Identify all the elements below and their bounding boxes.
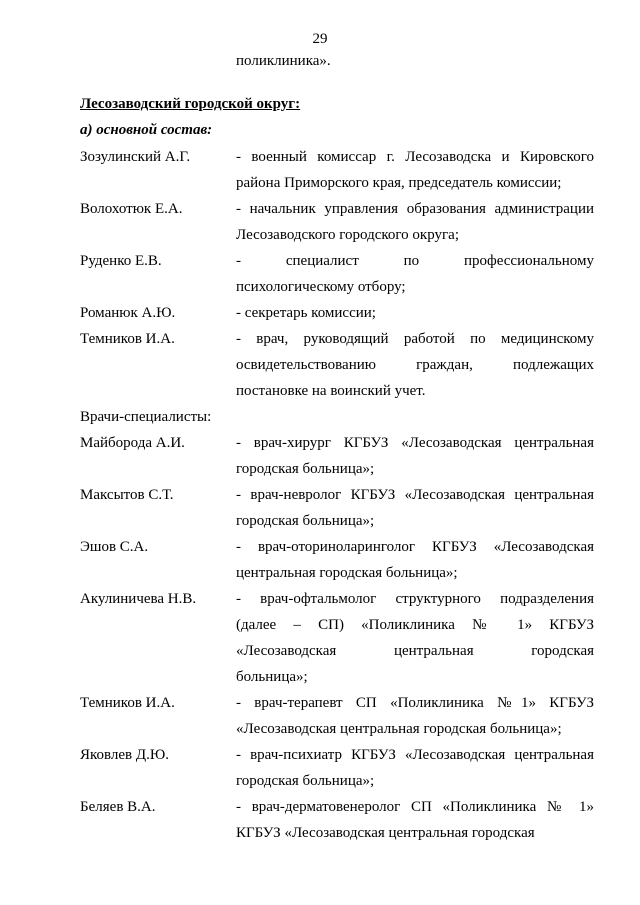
role-line: - специалист по профессиональному	[236, 253, 594, 269]
member-role	[236, 144, 594, 196]
role-line: - секретарь комиссии;	[236, 305, 376, 321]
role-line: КГБУЗ «Лесозаводская центральная городская	[236, 825, 535, 841]
member-role	[236, 794, 594, 846]
continuation-text: поликлиника».	[236, 53, 331, 69]
role-line: - врач-психиатр КГБУЗ «Лесозаводская центральная	[236, 747, 594, 763]
member-role	[236, 742, 594, 794]
page-number: 29	[312, 31, 328, 47]
member-name: Беляев В.А.	[80, 799, 156, 815]
commission-list	[80, 144, 594, 846]
member-role	[236, 326, 594, 404]
section-heading: Лесозаводский городской округ:	[80, 96, 301, 112]
role-line: городская больница»;	[236, 461, 375, 477]
role-line: - начальник управления образования администрации	[236, 201, 594, 217]
role-line: - врач-терапевт СП «Поликлиника №1» КГБУЗ	[236, 695, 594, 711]
member-name: Темников И.А.	[80, 695, 175, 711]
member-role	[236, 248, 594, 300]
role-line: (далее – СП) «Поликлиника № 1» КГБУЗ	[236, 617, 594, 633]
role-line: «Лесозаводская центральная городская больница»;	[236, 721, 562, 737]
role-line: больница»;	[236, 669, 308, 685]
role-line: - врач-хирург КГБУЗ «Лесозаводская центральная	[236, 435, 594, 451]
specialists-row	[80, 794, 594, 846]
member-role	[236, 482, 594, 534]
member-name: Эшов С.А.	[80, 539, 149, 555]
members-row	[80, 326, 594, 404]
member-name: Темников И.А.	[80, 331, 175, 347]
role-line: района Приморского края, председатель комиссии;	[236, 175, 562, 191]
role-line: - врач-невролог КГБУЗ «Лесозаводская центральная	[236, 487, 594, 503]
member-name: Романюк А.Ю.	[80, 305, 176, 321]
members-row	[80, 300, 594, 326]
role-line: городская больница»;	[236, 513, 375, 529]
specialists-row	[80, 430, 594, 482]
subsection-heading: а) основной состав:	[80, 122, 213, 138]
members-row	[80, 196, 594, 248]
role-line: - врач, руководящий работой по медицинскому	[236, 331, 594, 347]
specialists-label: Врачи-специалисты:	[80, 409, 212, 425]
role-line: - военный комиссар г. Лесозаводска и Кировского	[236, 149, 594, 165]
member-name: Максытов С.Т.	[80, 487, 174, 503]
member-role	[236, 196, 594, 248]
member-role	[236, 300, 594, 326]
role-line: городская больница»;	[236, 773, 375, 789]
role-line: центральная городская больница»;	[236, 565, 458, 581]
member-role	[236, 430, 594, 482]
role-line: - врач-дерматовенеролог СП «Поликлиника № 1»	[236, 799, 594, 815]
role-line: освидетельствованию граждан, подлежащих	[236, 357, 594, 373]
role-line: «Лесозаводская центральная городская	[236, 643, 594, 659]
specialists-row	[80, 586, 594, 690]
member-name: Акулиничева Н.В.	[80, 591, 197, 607]
specialists-row	[80, 534, 594, 586]
members-row	[80, 144, 594, 196]
member-role	[236, 534, 594, 586]
specialists-row	[80, 690, 594, 742]
member-name: Руденко Е.В.	[80, 253, 162, 269]
members-row	[80, 248, 594, 300]
role-line: - врач-оториноларинголог КГБУЗ «Лесозаводская	[236, 539, 594, 555]
role-line: - врач-офтальмолог структурного подразделения	[236, 591, 594, 607]
member-name: Майборода А.И.	[80, 435, 185, 451]
member-name: Волохотюк Е.А.	[80, 201, 183, 217]
role-line: психологическому отбору;	[236, 279, 406, 295]
role-line: постановке на воинский учет.	[236, 383, 426, 399]
specialists-row	[80, 482, 594, 534]
role-line: Лесозаводского городского округа;	[236, 227, 459, 243]
member-role	[236, 586, 594, 690]
member-role	[236, 690, 594, 742]
member-name: Яковлев Д.Ю.	[80, 747, 170, 763]
member-name: Зозулинский А.Г.	[80, 149, 191, 165]
specialists-row	[80, 742, 594, 794]
